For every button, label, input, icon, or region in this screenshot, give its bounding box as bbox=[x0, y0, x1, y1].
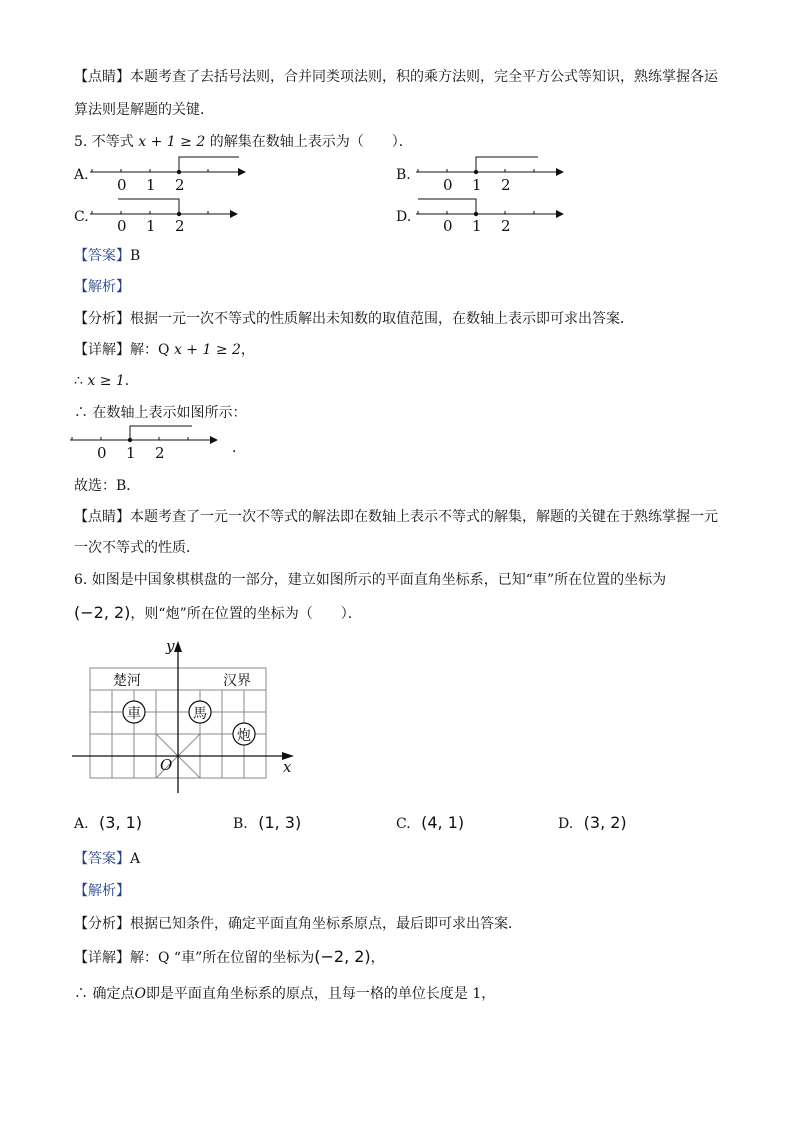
q6-analysis-tag: 【解析】 bbox=[74, 883, 130, 899]
q5-answer-tag: 【答案】 bbox=[74, 248, 130, 264]
q5-dianjing-cont: 一次不等式的性质． bbox=[74, 540, 200, 556]
q6-answer bbox=[74, 848, 140, 868]
q5-step2-solution: x ≥ 1 bbox=[87, 373, 125, 389]
q6-step2 bbox=[74, 983, 495, 1003]
q5-d-tick-1: 1 bbox=[472, 217, 482, 235]
q5-fenxi-text: 根据一元一次不等式的性质解出未知数的取值范围，在数轴上表示即可求出答案． bbox=[130, 311, 634, 327]
q5-sol-period: ． bbox=[232, 440, 246, 456]
q6-chessboard-diagram bbox=[68, 638, 308, 800]
q5-c-tick-0: 0 bbox=[117, 217, 127, 235]
q6-option-b-label: B. bbox=[233, 816, 248, 832]
q6-option-b bbox=[233, 813, 301, 832]
q5-inequality: x + 1 ≥ 2 bbox=[138, 134, 206, 150]
q6-piece-che: 車 bbox=[127, 706, 141, 722]
q6-han-jie-label: 汉界 bbox=[223, 673, 251, 689]
q6-answer-value: A bbox=[130, 851, 141, 867]
q5-a-tick-0: 0 bbox=[117, 176, 127, 194]
q5-answer bbox=[74, 245, 140, 265]
q5-analysis-tag: 【解析】 bbox=[74, 279, 130, 295]
q5-option-d-numberline bbox=[416, 192, 576, 232]
q6-fenxi-text: 根据已知条件，确定平面直角坐标系原点，最后即可求出答案． bbox=[130, 916, 522, 932]
q5-detail-prefix: 解：Q bbox=[130, 342, 174, 358]
q5-option-b-label: B. bbox=[396, 167, 411, 183]
q5-detail-inequality: x + 1 ≥ 2 bbox=[173, 342, 241, 358]
q5-step2-end: ． bbox=[124, 373, 139, 389]
q5-dianjing-tag: 【点睛】 bbox=[74, 509, 130, 525]
q5-sol-tick-2: 2 bbox=[155, 444, 165, 462]
dianjing-paragraph-cont bbox=[74, 99, 214, 119]
q5-a-tick-1: 1 bbox=[146, 176, 156, 194]
q6-step2-text: 即是平面直角坐标系的原点，且每一格的单位长度是 1， bbox=[145, 986, 496, 1002]
q5-d-tick-2: 2 bbox=[501, 217, 511, 235]
q6-option-a bbox=[74, 813, 142, 832]
q6-detail-end: ， bbox=[370, 950, 385, 966]
q5-b-tick-0: 0 bbox=[443, 176, 453, 194]
q6-stem-text: ，则“炮”所在位置的坐标为（ ）． bbox=[130, 606, 362, 622]
q6-option-d-value: (3, 2) bbox=[583, 813, 627, 832]
q6-option-c-label: C. bbox=[396, 816, 411, 832]
q6-piece-pao: 炮 bbox=[237, 728, 251, 744]
q6-origin-label: O bbox=[160, 756, 173, 774]
q6-step2-prefix: ∴ 确定点 bbox=[74, 986, 135, 1002]
q5-dianjing-text: 本题考查了一元一次不等式的解法即在数轴上表示不等式的解集，解题的关键在于熟练掌握一元 bbox=[130, 509, 718, 525]
q5-step2-therefore: ∴ bbox=[74, 373, 88, 389]
q6-piece-ma: 馬 bbox=[193, 706, 207, 722]
q5-stem bbox=[74, 131, 413, 151]
q5-stem-prefix: 5. 不等式 bbox=[74, 134, 139, 150]
dianjing-paragraph bbox=[74, 66, 718, 86]
q5-choice: 故选：B． bbox=[74, 478, 141, 494]
q5-step2 bbox=[74, 370, 139, 390]
q6-detail-tag: 【详解】 bbox=[74, 950, 130, 966]
q5-option-c-numberline bbox=[90, 192, 250, 232]
q5-a-tick-2: 2 bbox=[175, 176, 185, 194]
q5-fenxi bbox=[74, 308, 634, 328]
q6-option-b-value: (1, 3) bbox=[258, 813, 302, 832]
q5-sol-tick-1: 1 bbox=[126, 444, 136, 462]
q6-stem-che-coord: (−2, 2) bbox=[74, 603, 131, 622]
q6-detail-coord: (−2, 2) bbox=[314, 947, 371, 966]
q6-detail bbox=[74, 947, 385, 967]
q6-stem-line2 bbox=[74, 603, 362, 623]
q5-b-tick-1: 1 bbox=[472, 176, 482, 194]
q6-option-a-value: (3, 1) bbox=[99, 813, 143, 832]
q5-c-tick-2: 2 bbox=[175, 217, 185, 235]
dianjing-tag: 【点睛】 bbox=[74, 69, 130, 85]
q6-fenxi-tag: 【分析】 bbox=[74, 916, 130, 932]
q6-chu-he-label: 楚河 bbox=[113, 673, 141, 689]
q6-option-c-value: (4, 1) bbox=[421, 813, 465, 832]
q5-answer-value: B bbox=[130, 248, 141, 264]
q5-d-tick-0: 0 bbox=[443, 217, 453, 235]
q5-dianjing bbox=[74, 506, 718, 526]
q6-option-a-label: A. bbox=[74, 816, 89, 832]
q6-option-d-label: D. bbox=[558, 816, 574, 832]
q5-fenxi-tag: 【分析】 bbox=[74, 311, 130, 327]
q5-option-c-label: C. bbox=[74, 209, 89, 225]
q5-step3: ∴ 在数轴上表示如图所示： bbox=[74, 405, 247, 421]
q5-sol-tick-0: 0 bbox=[97, 444, 107, 462]
q5-solution-numberline bbox=[70, 422, 230, 462]
q6-stem-line1: 6. 如图是中国象棋棋盘的一部分，建立如图所示的平面直角坐标系，已知“車”所在位置的坐标为 bbox=[74, 572, 667, 588]
q6-option-d bbox=[558, 813, 627, 832]
q5-detail-tag: 【详解】 bbox=[74, 342, 130, 358]
dianjing-text-2: 算法则是解题的关键． bbox=[74, 102, 214, 118]
dianjing-text: 本题考查了去括号法则，合并同类项法则，积的乘方法则，完全平方公式等知识，熟练掌握各运 bbox=[130, 69, 718, 85]
q6-answer-tag: 【答案】 bbox=[74, 851, 130, 867]
q6-axis-x-label: x bbox=[283, 758, 292, 776]
q6-detail-text: 解：Q “車”所在位留的坐标为 bbox=[130, 950, 315, 966]
q6-option-c bbox=[396, 813, 464, 832]
q6-fenxi bbox=[74, 913, 522, 933]
q6-axis-y-label: y bbox=[166, 637, 175, 655]
q5-option-b-numberline bbox=[416, 150, 576, 190]
q5-b-tick-2: 2 bbox=[501, 176, 511, 194]
q5-stem-suffix: 的解集在数轴上表示为（ ）． bbox=[205, 134, 413, 150]
q5-detail bbox=[74, 339, 255, 359]
q5-c-tick-1: 1 bbox=[146, 217, 156, 235]
q5-option-a-label: A. bbox=[74, 167, 89, 183]
q5-option-d-label: D. bbox=[396, 209, 412, 225]
q5-detail-suffix: ， bbox=[240, 342, 255, 358]
q6-step2-origin: O bbox=[134, 986, 146, 1002]
